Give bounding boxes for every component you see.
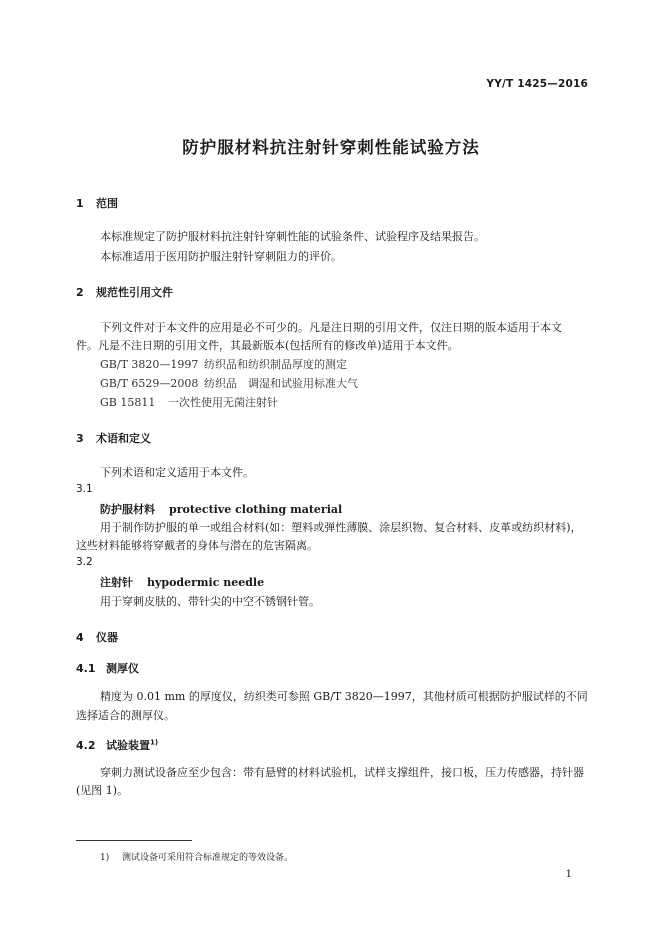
term-number: 3.1 xyxy=(76,483,93,495)
term-title: 防护服材料 protective clothing material xyxy=(100,503,343,516)
term-definition-line-1: 用于制作防护服的单一或组合材料(如：塑料或弹性薄膜、涂层织物、复合材料、皮革或纺织材料)， xyxy=(100,521,582,534)
section-1-para-2: 本标准适用于医用防护服注射针穿刺阻力的评价。 xyxy=(100,250,342,263)
section-2-heading: 2 规范性引用文件 xyxy=(76,286,173,299)
term-number: 3.2 xyxy=(76,556,93,568)
section-3-heading: 3 术语和定义 xyxy=(76,432,151,445)
section-1-para-1: 本标准规定了防护服材料抗注射针穿刺性能的试验条件、试验程序及结果报告。 xyxy=(100,230,485,243)
standard-number: YY/T 1425—2016 xyxy=(486,78,588,90)
reference-item: GB/T 6529—2008 纺织品 调湿和试验用标准大气 xyxy=(100,377,358,390)
subsection-4-1-heading: 4.1 测厚仪 xyxy=(76,662,139,675)
reference-item: GB/T 3820—1997 纺织品和纺织制品厚度的测定 xyxy=(100,358,347,371)
term-definition-line-1: 用于穿刺皮肤的、带针尖的中空不锈钢针管。 xyxy=(100,595,320,608)
footnote: 1) 测试设备可采用符合标准规定的等效设备。 xyxy=(100,853,294,863)
reference-item: GB 15811 一次性使用无菌注射针 xyxy=(100,396,278,409)
section-2-para-line-1: 下列文件对于本文件的应用是必不可少的。凡是注日期的引用文件，仅注日期的版本适用于本文 xyxy=(100,321,562,334)
section-1-heading: 1 范围 xyxy=(76,197,118,210)
footnote-divider xyxy=(76,840,192,841)
section-2-para-line-2: 件。凡是不注日期的引用文件，其最新版本(包括所有的修改单)适用于本文件。 xyxy=(76,339,459,352)
section-4-heading: 4 仪器 xyxy=(76,631,118,644)
section-3-intro: 下列术语和定义适用于本文件。 xyxy=(100,466,254,479)
subsection-4-1-para-line-1: 精度为 0.01 mm 的厚度仪，纺织类可参照 GB/T 3820—1997，其他材质可根据防护服试样的不同 xyxy=(100,690,588,703)
page-number: 1 xyxy=(565,869,572,880)
footnote-reference: 1) xyxy=(150,738,159,747)
subsection-4-2-para-line-1: 穿刺力测试设备应至少包含：带有悬臂的材料试验机，试样支撑组件，接口板，压力传感器，持针器 xyxy=(100,766,584,779)
subsection-4-2-heading: 4.2 试验装置$^{1)}$ xyxy=(76,738,159,752)
term-definition-line-2: 这些材料能够将穿戴者的身体与潜在的危害隔离。 xyxy=(76,539,318,552)
subsection-4-2-para-line-2: (见图 1)。 xyxy=(76,784,129,797)
subsection-4-1-para-line-2: 选择适合的测厚仪。 xyxy=(76,709,175,722)
term-title: 注射针 hypodermic needle xyxy=(100,576,265,589)
page-title: 防护服材料抗注射针穿刺性能试验方法 xyxy=(182,138,480,157)
